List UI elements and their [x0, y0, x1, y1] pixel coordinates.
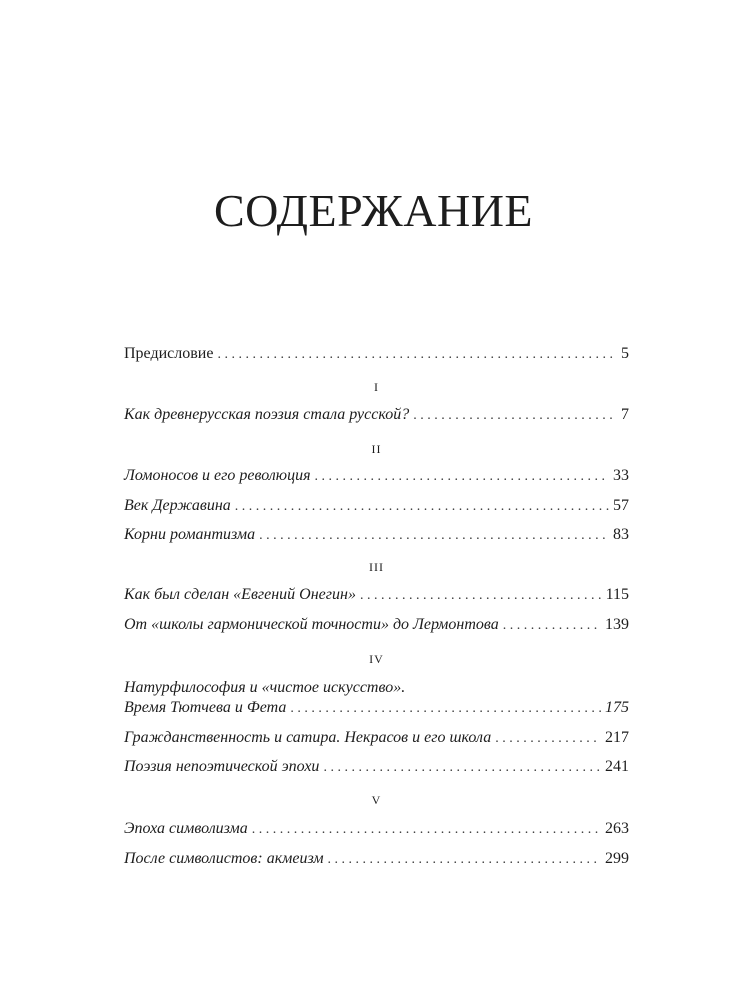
toc-entry-page: 217 [605, 729, 629, 746]
toc-entry-label-line1[interactable]: Натурфилософия и «чистое искусство». [124, 679, 406, 696]
toc-entry-page: 139 [605, 616, 629, 633]
toc-entry[interactable] [124, 405, 629, 426]
leader-dots [217, 345, 617, 365]
toc-entry-page: 175 [605, 699, 629, 716]
toc-entry-label: Эпоха символизма [124, 820, 248, 837]
toc-entry-label: От «школы гармонической точности» до Лермонтова [124, 616, 499, 633]
toc-entry-page: 33 [613, 467, 629, 484]
leader-dots [413, 406, 617, 426]
toc-entry-page: 115 [605, 586, 629, 603]
toc-entry-label: Век Державина [124, 497, 231, 514]
toc-entry-page: 7 [621, 406, 629, 423]
toc-entry-label: Гражданственность и сатира. Некрасов и его школа [124, 729, 492, 746]
toc-entry[interactable] [124, 728, 629, 749]
toc-entry-label: Корни романтизма [124, 526, 256, 543]
section-numeral-5: V [371, 793, 382, 807]
toc-entry[interactable] [124, 615, 629, 636]
leader-dots [252, 820, 601, 840]
toc-entry-label: Поэзия непоэтической эпохи [124, 758, 320, 775]
toc-entry-page: 5 [621, 345, 629, 362]
toc-entry[interactable] [124, 585, 629, 606]
toc-entry[interactable] [124, 496, 629, 517]
toc-entry-label: Предисловие [124, 345, 214, 362]
leader-dots [290, 699, 601, 719]
toc-entry[interactable] [124, 698, 629, 719]
leader-dots [495, 729, 601, 749]
toc-entry[interactable] [124, 819, 629, 840]
section-numeral-2: II [371, 442, 382, 456]
leader-dots [235, 497, 609, 517]
leader-dots [360, 586, 602, 606]
section-numeral-4: IV [369, 652, 384, 666]
section-numeral-1: I [374, 380, 379, 394]
toc-entry-page: 263 [605, 820, 629, 837]
toc-entry-page: 83 [613, 526, 629, 543]
toc-entry[interactable] [124, 757, 629, 778]
leader-dots [328, 850, 601, 870]
leader-dots [259, 526, 609, 546]
leader-dots [503, 616, 601, 636]
toc-entry-page: 299 [605, 850, 629, 867]
toc-entry-label: Как древнерусская поэзия стала русской? [124, 406, 410, 423]
toc-entry[interactable] [124, 849, 629, 870]
toc-entry-label: Время Тютчева и Фета [124, 699, 287, 716]
toc-entry[interactable] [124, 466, 629, 487]
toc-entry-preface[interactable] [124, 344, 629, 365]
toc-entry-label: Как был сделан «Евгений Онегин» [124, 586, 356, 603]
leader-dots [315, 467, 610, 487]
toc-entry-label: Ломоносов и его революция [124, 467, 311, 484]
leader-dots [323, 758, 601, 778]
toc-entry-label: После символистов: акмеизм [124, 850, 324, 867]
toc-entry[interactable] [124, 525, 629, 546]
toc-entry-page: 241 [605, 758, 629, 775]
page-title: СОДЕРЖАНИЕ [213, 185, 534, 236]
section-numeral-3: III [369, 560, 384, 574]
toc-entry-page: 57 [613, 497, 629, 514]
